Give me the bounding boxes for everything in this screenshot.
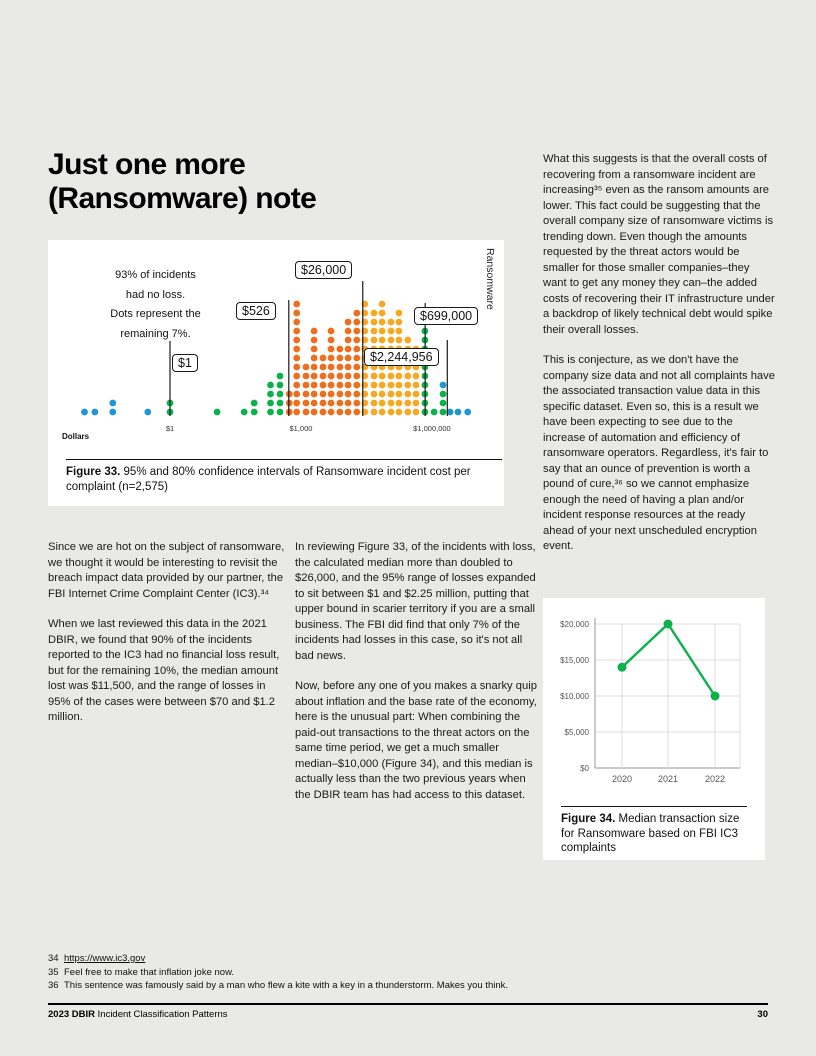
dot-orange [345, 355, 352, 362]
paragraph: What this suggests is that the overall costs of recovering from a ransomware incident are increasing³⁵ even as the ransom amounts are lower. This fact could be suggesting that the overall company size of ransomware victims is trending down. Even though the amounts requested by the threat actors would be smaller for those smaller companies–they want to get any money they can–the added costs of recovering their IT infrastructure under a backdrop of likely technical debt would spike their overall losses. [543, 153, 775, 336]
dot-orange [303, 391, 310, 398]
dot-orange [311, 382, 318, 389]
dot-yellow [396, 400, 403, 407]
dot-orange [345, 409, 352, 416]
dot-yellow [388, 400, 395, 407]
callout-80%-upper: $699,000 [414, 307, 478, 325]
dot-blue [144, 409, 151, 416]
dot-yellow [413, 400, 420, 407]
dot-yellow [371, 328, 378, 335]
dot-orange [328, 337, 335, 344]
dot-orange [353, 319, 360, 326]
page-title [48, 148, 316, 216]
dot-yellow [396, 409, 403, 416]
note-line: 93% of incidents [115, 269, 196, 281]
y-tick-label: $15,000 [560, 656, 589, 665]
footer-rule [48, 1003, 768, 1005]
dot-orange [353, 409, 360, 416]
dot-orange [311, 409, 318, 416]
dot-orange [345, 391, 352, 398]
dot-yellow [396, 328, 403, 335]
paragraph: When we last reviewed this data in the 2021 DBIR, we found that 90% of the incidents reported to the IC3 had no financial loss result, but for the remaining 10%, the median amount lost was $11,500, and the range of losses in 95% of the cases were between $70 and $1.2 million. [48, 618, 280, 723]
figure-34-caption-label: Figure 34. [561, 813, 616, 825]
dot-orange [293, 409, 300, 416]
figure-33-caption-text: 95% and 80% confidence intervals of Ransomware incident cost per complaint (n=2,575) [66, 466, 471, 493]
dot-yellow [388, 319, 395, 326]
dot-green [277, 400, 284, 407]
dot-green [440, 400, 447, 407]
dot-orange [293, 319, 300, 326]
dot-orange [353, 328, 360, 335]
footer-brand: 2023 DBIR [48, 1009, 95, 1020]
dot-orange [320, 409, 327, 416]
footnote [48, 952, 748, 966]
dot-orange [320, 400, 327, 407]
dot-green [431, 409, 438, 416]
dot-orange [353, 391, 360, 398]
dot-yellow [413, 373, 420, 380]
dot-green [267, 382, 274, 389]
dot-yellow [379, 400, 386, 407]
dot-yellow [379, 328, 386, 335]
dot-orange [303, 373, 310, 380]
figure-33-series-label: Ransomware [484, 248, 496, 310]
footnote-text: This sentence was famously said by a man who flew a kite with a key in a thunderstorm. Makes you think. [64, 980, 509, 991]
note-line: remaining 7%. [120, 327, 191, 340]
dot-yellow [379, 391, 386, 398]
dot-green [440, 409, 447, 416]
footnotes [48, 952, 748, 993]
note-line: Dots represent the [110, 308, 201, 320]
dot-orange [353, 373, 360, 380]
dot-green [214, 409, 221, 416]
dot-orange [345, 346, 352, 353]
dot-orange [345, 328, 352, 335]
dot-orange [328, 373, 335, 380]
x-tick-label: $1,000,000 [413, 424, 451, 433]
x-tick-label: 2020 [611, 774, 633, 784]
dot-orange [311, 373, 318, 380]
dot-orange [311, 346, 318, 353]
dot-yellow [396, 319, 403, 326]
dot-orange [293, 328, 300, 335]
paragraph: Now, before any one of you makes a snarky quip about inflation and the base rate of the economy, here is the unusual part: When combining the paid-out transactions to the threat actors on the same time period, we get a much smaller median–$10,000 (Figure 34), and this median is actually less than the two previous years when the DBIR team has had access to this dataset. [295, 680, 537, 801]
figure-33-note [88, 266, 223, 344]
figure-33-caption-label: Figure 33. [66, 466, 121, 478]
dot-yellow [379, 319, 386, 326]
x-tick-label: 2022 [704, 774, 726, 784]
dot-blue [109, 400, 116, 407]
dot-orange [345, 337, 352, 344]
footer-section: Incident Classification Patterns [97, 1009, 228, 1020]
dot-yellow [396, 373, 403, 380]
dot-yellow [371, 373, 378, 380]
dot-blue [440, 382, 447, 389]
left-column [48, 540, 286, 741]
x-tick-label: 2021 [657, 774, 679, 784]
dot-orange [293, 364, 300, 371]
dot-orange [345, 319, 352, 326]
dot-yellow [371, 409, 378, 416]
dot-yellow [404, 391, 411, 398]
dot-orange [328, 409, 335, 416]
dot-yellow [413, 409, 420, 416]
dot-orange [337, 382, 344, 389]
dot-orange [303, 382, 310, 389]
dot-yellow [388, 328, 395, 335]
dot-orange [311, 355, 318, 362]
dot-yellow [371, 382, 378, 389]
footnote-number: 36 [48, 980, 59, 991]
dot-yellow [404, 382, 411, 389]
dot-orange [353, 346, 360, 353]
dot-green [267, 400, 274, 407]
dot-yellow [371, 319, 378, 326]
footnote-number: 35 [48, 966, 59, 978]
dot-orange [293, 355, 300, 362]
dot-yellow [396, 337, 403, 344]
dot-orange [345, 400, 352, 407]
footnote [48, 979, 748, 993]
dot-green [241, 409, 248, 416]
x-tick-label: $1 [165, 424, 175, 433]
dot-orange [293, 400, 300, 407]
dot-yellow [379, 301, 386, 308]
dot-blue [455, 409, 462, 416]
dot-orange [328, 364, 335, 371]
dot-yellow [413, 391, 420, 398]
dot-orange [345, 373, 352, 380]
dot-yellow [413, 382, 420, 389]
footnote-number: 34 [48, 953, 59, 964]
dot-yellow [379, 337, 386, 344]
y-tick-label: $5,000 [564, 728, 589, 737]
dot-orange [293, 310, 300, 317]
dot-yellow [404, 337, 411, 344]
dot-yellow [404, 409, 411, 416]
dot-yellow [371, 400, 378, 407]
dot-orange [311, 364, 318, 371]
dot-orange [293, 382, 300, 389]
dot-orange [337, 409, 344, 416]
note-line: had no loss. [125, 288, 186, 301]
y-tick-label: $20,000 [560, 620, 589, 629]
paragraph: Since we are hot on the subject of ransomware, we thought it would be interesting to revisit the breach impact data provided by our partner, the FBI Internet Crime Complaint Center (IC3).³⁴ [48, 541, 285, 600]
dot-orange [320, 382, 327, 389]
figure-34-line-chart [543, 598, 765, 798]
dot-yellow [379, 373, 386, 380]
dot-yellow [388, 337, 395, 344]
dot-orange [353, 364, 360, 371]
paragraph: This is conjecture, as we don't have the company size data and not all complaints have the associated transaction value data in this specific dataset. Even so, this is a result we have been expecting to see due to the increase of automation and efficiency of ransomware operators. Regardless, it's fair to say that an ounce of prevention is worth a pound of cure,³⁶ so we cannot emphasize enough the need of having a plan and/or incident response resources at the ready ahead of your next unscheduled encryption event. [543, 354, 775, 552]
dot-orange [337, 373, 344, 380]
figure-34-card [543, 598, 765, 860]
dot-green [267, 391, 274, 398]
dot-orange [311, 391, 318, 398]
dot-yellow [404, 400, 411, 407]
dot-orange [320, 355, 327, 362]
dot-yellow [379, 409, 386, 416]
dot-yellow [379, 382, 386, 389]
dot-orange [353, 355, 360, 362]
page-number: 30 [757, 1009, 768, 1020]
paragraph: In reviewing Figure 33, of the incidents with loss, the calculated median more than doubled to $26,000, and the 95% range of losses expanded to sit between $1 and $2.25 million, putting that upper bound in scarier territory if you are a small business. The FBI did find that only 7% of the incidents had losses in this case, so it's not all bad news. [295, 541, 536, 662]
dot-yellow [371, 391, 378, 398]
dot-orange [293, 337, 300, 344]
callout-95%-lower: $1 [172, 354, 198, 372]
dot-yellow [396, 391, 403, 398]
footnote-link[interactable]: https://www.ic3.gov [64, 953, 146, 964]
dot-yellow [396, 382, 403, 389]
dot-orange [303, 400, 310, 407]
dot-orange [353, 337, 360, 344]
dot-green [251, 400, 258, 407]
dot-green [277, 391, 284, 398]
footer-left [48, 1009, 228, 1020]
dot-orange [293, 373, 300, 380]
dot-orange [328, 355, 335, 362]
dot-green [277, 373, 284, 380]
dot-orange [311, 328, 318, 335]
dot-yellow [388, 409, 395, 416]
dot-orange [328, 382, 335, 389]
footer [48, 1009, 768, 1020]
dot-orange [311, 337, 318, 344]
data-point [664, 620, 673, 629]
y-tick-label: $10,000 [560, 692, 589, 701]
dot-orange [303, 364, 310, 371]
figure-34-caption-divider [561, 806, 747, 807]
dot-yellow [371, 310, 378, 317]
dot-orange [337, 346, 344, 353]
right-column [543, 152, 776, 570]
data-point [618, 663, 627, 672]
dot-orange [293, 301, 300, 308]
dot-blue [81, 409, 88, 416]
callout-95%-upper: $2,244,956 [364, 348, 439, 366]
figure-33-x-axis-title: Dollars [62, 432, 90, 441]
figure-33-card [48, 240, 504, 506]
dot-orange [320, 364, 327, 371]
page-title-line-1: Just one more [48, 148, 246, 181]
figure-34-caption [561, 812, 753, 856]
dot-blue [464, 409, 471, 416]
callout-80%-lower: $526 [236, 302, 276, 320]
dot-orange [353, 310, 360, 317]
dot-blue [92, 409, 99, 416]
dot-orange [353, 382, 360, 389]
x-tick-label: $1,000 [289, 424, 313, 433]
dot-yellow [379, 310, 386, 317]
middle-column [295, 540, 537, 818]
dot-orange [328, 328, 335, 335]
dot-blue [109, 409, 116, 416]
dot-orange [328, 400, 335, 407]
dot-green [277, 409, 284, 416]
dot-green [251, 409, 258, 416]
dot-yellow [404, 373, 411, 380]
dot-green [277, 382, 284, 389]
dot-yellow [371, 337, 378, 344]
dot-orange [353, 400, 360, 407]
dot-orange [328, 391, 335, 398]
dot-yellow [396, 310, 403, 317]
dot-orange [293, 346, 300, 353]
dot-orange [320, 391, 327, 398]
dot-orange [303, 409, 310, 416]
dot-yellow [388, 373, 395, 380]
figure-33-caption [66, 465, 490, 494]
page-title-line-2: (Ransomware) note [48, 182, 317, 215]
dot-orange [293, 391, 300, 398]
data-point [711, 692, 720, 701]
dot-green [440, 391, 447, 398]
y-tick-label: $0 [580, 764, 589, 773]
dot-yellow [388, 382, 395, 389]
figure-34-caption-text: Median transaction size for Ransomware based on FBI IC3 complaints [561, 813, 740, 854]
dot-orange [320, 373, 327, 380]
dot-green [267, 409, 274, 416]
footnote-text: Feel free to make that inflation joke now. [64, 966, 235, 978]
callout-median: $26,000 [295, 261, 352, 279]
dot-orange [337, 364, 344, 371]
footnote [48, 966, 748, 980]
dot-orange [345, 382, 352, 389]
dot-orange [337, 400, 344, 407]
dot-yellow [388, 391, 395, 398]
dot-orange [337, 391, 344, 398]
dot-orange [345, 364, 352, 371]
dot-orange [337, 355, 344, 362]
dot-orange [311, 400, 318, 407]
figure-33-caption-divider [66, 459, 502, 460]
dot-orange [328, 346, 335, 353]
